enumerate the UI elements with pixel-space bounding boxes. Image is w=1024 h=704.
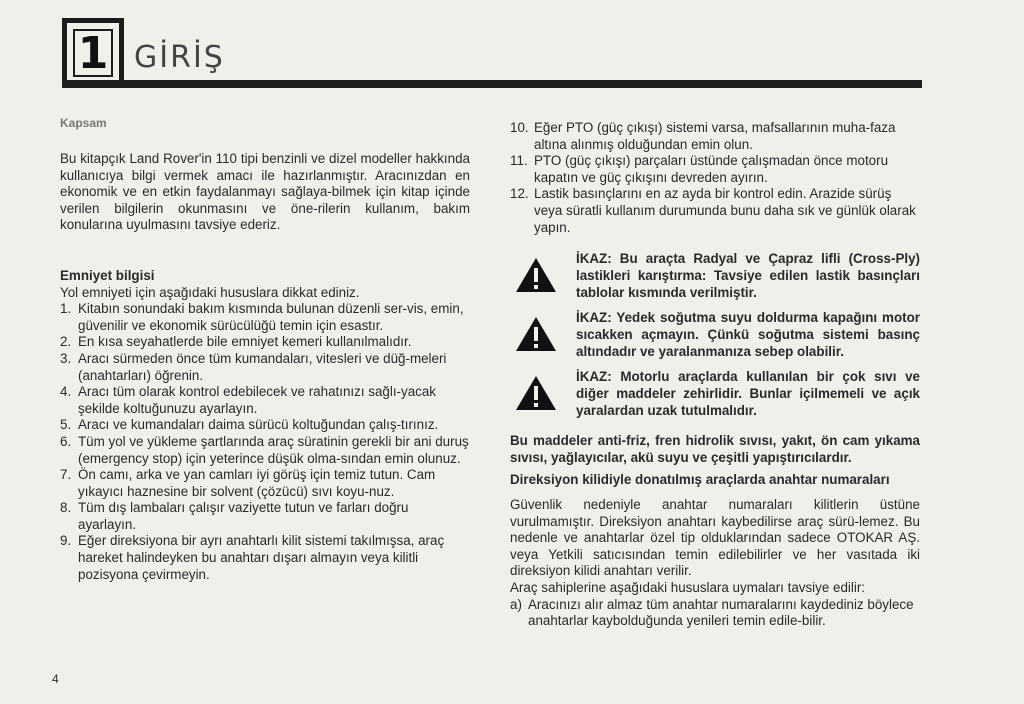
list-item: 12. Lastik basınçlarını en az ayda bir kontrol edin. Arazide sürüş veya süratli kullanım durumunda bunu daha sık ve günlük olarak yapın. <box>510 186 916 235</box>
warning-block <box>510 368 920 419</box>
list-item: a) Aracınızı alır almaz tüm anahtar numaralarını kaydediniz böylece anahtarlar kaybolduğunda yenileri temin edile-bilir. <box>510 596 914 629</box>
warning-triangle-icon <box>514 315 558 353</box>
list-item: 4. Aracı tüm olarak kontrol edebilecek ve rahatınızı sağlı-yacak şekilde koltuğunuzu ayarlayın. <box>60 384 436 416</box>
safety-heading: Emniyet bilgisi <box>60 267 155 283</box>
warning-text: İKAZ: Bu araçta Radyal ve Çapraz lifli (Cross-Ply) lastikleri karıştırma: Tavsiye edilen lastik basınçları tablolar kısmında verilmiştir. <box>576 251 920 301</box>
list-item: 6. Tüm yol ve yükleme şartlarında araç süratinin gerekli bir ani duruş (emergency stop) için yeterince düşük olma-sından emin olunuz. <box>60 433 469 466</box>
list-item: 1. Kitabın sonundaki bakım kısmında bulunan düzenli ser-vis, emin, güvenilir ve ekonomik sürücülüğü temin için esastır. <box>60 301 464 333</box>
list-item: 8. Tüm dış lambaları çalışır vaziyette tutun ve farları doğru ayarlayın. <box>60 500 409 532</box>
list-item: 3. Aracı sürmeden önce tüm kumandaları, vitesleri ve düğ-meleri (anahtarları) öğrenin. <box>60 350 447 383</box>
key-numbers-paragraph: Güvenlik nedeniyle anahtar numaraları kilitlerin üstüne vurulmamıştır. Direksiyon anahtarı kaybedilirse araç sürü-lemez. Bu nedenle ve anahtarlar özel tip olduklarından sadece OTOKAR AŞ. veya Yetkili satıcısından temin edilebilirler ve her vasıtada iki direksiyon kilidi anahtarı verilir. <box>510 496 920 579</box>
substances-paragraph: Bu maddeler anti-friz, fren hidrolik sıvısı, yakıt, ön cam yıkama sıvısı, yağlayıcılar, akü suyu ve çeşitli yapıştırıcılardır. <box>510 433 920 465</box>
list-item: 5. Aracı ve kumandaları daima sürücü koltuğundan çalış-tırınız. <box>60 417 439 433</box>
list-item: 9. Eğer direksiyona bir ayrı anahtarlı kilit sistemi takılmışsa, araç hareket halindeyken bu anahtarı dışarı almayın veya kilitli pozisyona çevirmeyin. <box>60 533 445 582</box>
key-numbers-heading: Direksiyon kilidiyle donatılmış araçlarda anahtar numaraları <box>510 472 890 488</box>
safety-list-continued <box>510 120 920 236</box>
list-item: 11. PTO (güç çıkışı) parçaları üstünde çalışmadan önce motoru kapatın ve güç çıkışını devreden ayırın. <box>510 153 889 185</box>
owner-lead: Araç sahiplerine aşağıdaki hususlara uymaları tavsiye edilir: <box>510 579 866 595</box>
chapter-number: 1 <box>77 27 109 79</box>
section-label-kapsam: Kapsam <box>60 116 107 130</box>
chapter-title: GİRİŞ <box>134 40 225 75</box>
list-item: 7. Ön camı, arka ve yan camları iyi görüş için temiz tutun. Cam yıkayıcı haznesine bir solvent (çözücü) sıvı koyu-nuz. <box>60 467 436 499</box>
warning-text: İKAZ: Yedek soğutma suyu doldurma kapağını motor sıcakken açmayın. Çünkü soğutma sistemi basınç altındadır ve yaralanmanıza sebep olabilir. <box>576 310 920 360</box>
list-item: 2. En kısa seyahatlerde bile emniyet kemeri kullanılmalıdır. <box>60 334 412 350</box>
header-rule <box>62 80 922 88</box>
warning-block <box>510 309 920 360</box>
right-column <box>510 120 920 630</box>
chapter-number-box <box>62 18 124 88</box>
safety-list <box>60 301 470 583</box>
warning-triangle-icon <box>514 374 558 412</box>
intro-paragraph: Bu kitapçık Land Rover'in 110 tipi benzinli ve dizel modeller hakkında kullanıcıya bilgi vermek amacı ile hazırlanmıştır. Aracınızdan en ekonomik ve en etkin faydalanmayı sağlaya-bilmek için kitap içinde verilen bilgilerin okunmasını ve öne-rilerin kullanım, bakım konularına uyulmasını tavsiye ederiz. <box>60 151 470 233</box>
safety-lead: Yol emniyeti için aşağıdaki hususlara dikkat ediniz. <box>60 284 360 300</box>
warning-block <box>510 250 920 301</box>
left-column <box>60 115 470 583</box>
list-item: 10. Eğer PTO (güç çıkışı) sistemi varsa, mafsallarının muha-faza altına alınmış olduğundan emin olun. <box>510 120 896 152</box>
page-number: 4 <box>52 672 59 686</box>
warning-triangle-icon <box>514 256 558 294</box>
warning-text: İKAZ: Motorlu araçlarda kullanılan bir çok sıvı ve diğer maddeler zehirlidir. Bunlar içilmemeli ve açık yaralardan uzak tutulmalıdır. <box>576 369 920 419</box>
